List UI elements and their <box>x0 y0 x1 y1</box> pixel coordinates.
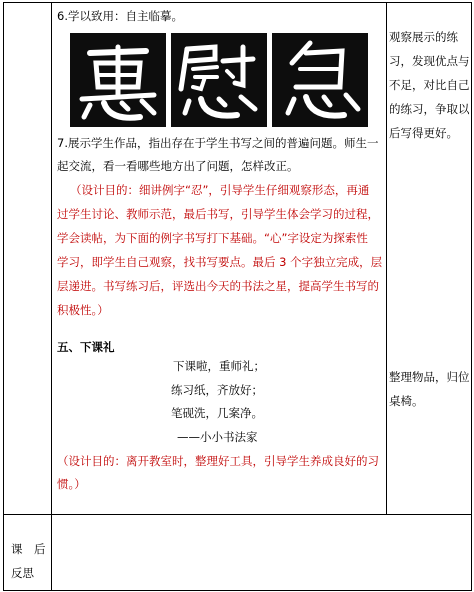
section5-design-line-2: 惯。） <box>57 477 86 491</box>
poem-line-2: 练习纸，齐放好； <box>171 383 263 397</box>
table-left-border <box>3 2 4 591</box>
section7-design-line-5: 层递进。书写练习后，评选出今天的书法之星，提高学生书写的 <box>57 279 379 293</box>
calligraphy-image-wei <box>171 33 267 127</box>
reflection-label-line2: 反思 <box>11 566 34 580</box>
section7-design-line-2: 过学生讨论、教师示范，最后书写，引导学生体会学习的过程， <box>57 207 379 221</box>
poem-line-3: 笔砚洗，几案净。 <box>171 406 263 420</box>
label-column-border <box>51 2 52 591</box>
table-top-border <box>3 2 471 3</box>
table-bottom-border <box>3 590 471 591</box>
notes-column-border <box>386 2 387 515</box>
section7-line-1: 7.展示学生作品，指出存在于学生书写之间的普遍问题。师生一 <box>57 136 379 150</box>
section7-design-line-1: （设计目的：细讲例字“忍”，引导学生仔细观察形态，再通 <box>70 183 370 197</box>
reflection-row-border <box>3 514 471 515</box>
section5-design-line-1: （设计目的：离开教室时，整理好工具，引导学生养成良好的习 <box>57 454 379 468</box>
reflection-label-line1: 课 后 <box>11 542 46 556</box>
section7-design-line-4: 学习，即学生自己观察，找书写要点。最后 3 个字独立完成，层 <box>57 255 383 269</box>
table-right-border <box>471 2 472 591</box>
section7-line-2: 起交流，看一看哪些地方出了问题，怎样改正。 <box>57 159 299 173</box>
calligraphy-image-ji <box>272 33 368 127</box>
section7-design-line-3: 学会读帖，为下面的例字书写打下基础。“心”字设定为探索性 <box>57 231 368 245</box>
right-note-observe: 观察展示的练习，发现优点与不足，对比自己的练习，争取以后写得更好。 <box>389 30 470 140</box>
calligraphy-image-hui <box>70 33 166 127</box>
poem-line-1: 下课啦，重师礼； <box>173 359 265 373</box>
poem-signature: ——小小书法家 <box>177 430 258 444</box>
section7-design-line-6: 积极性。） <box>57 303 109 317</box>
right-note-tidy: 整理物品，归位桌椅。 <box>389 370 470 408</box>
section6-heading: 6.学以致用：自主临摹。 <box>57 9 183 23</box>
section5-heading: 五、下课礼 <box>57 340 115 354</box>
